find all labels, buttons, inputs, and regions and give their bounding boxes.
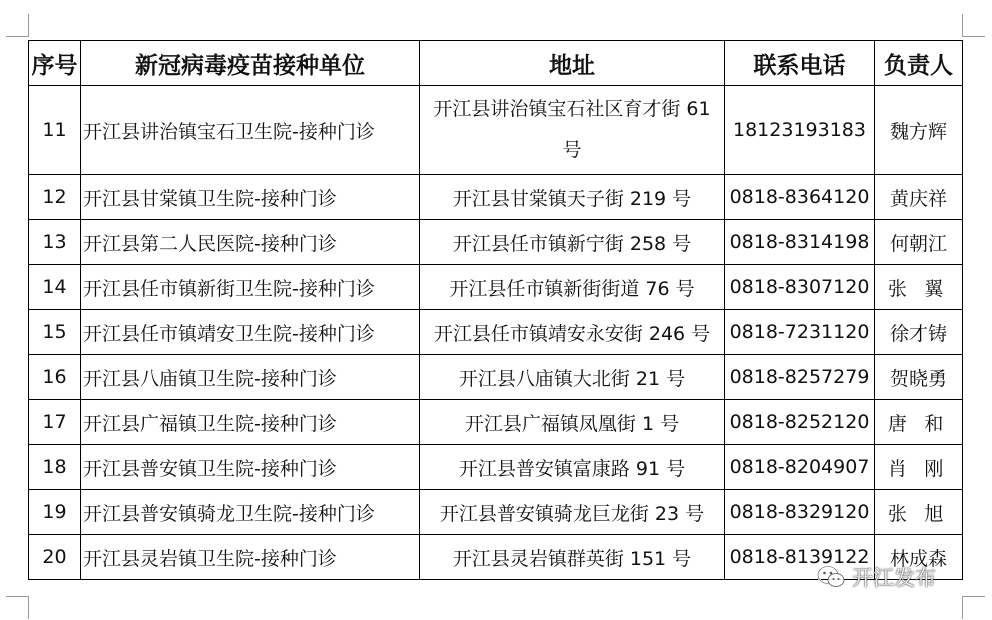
cell-address: 开江县灵岩镇群英街 151 号: [420, 535, 725, 580]
cell-address: 开江县讲治镇宝石社区育才街 61 号: [420, 86, 725, 175]
table-row: [29, 175, 963, 220]
cell-unit: 开江县普安镇卫生院-接种门诊: [81, 445, 420, 490]
cell-phone: 0818-8364120: [725, 175, 875, 220]
cell-phone: 0818-8307120: [725, 265, 875, 310]
cell-person: 肖 刚: [875, 445, 963, 490]
cell-number: 13: [29, 220, 81, 265]
cell-person: 黄庆祥: [875, 175, 963, 220]
cell-unit: 开江县任市镇靖安卫生院-接种门诊: [81, 310, 420, 355]
header-number: 序号: [29, 41, 81, 86]
cell-number: 12: [29, 175, 81, 220]
cell-phone: 18123193183: [725, 86, 875, 175]
cell-phone: 0818-8329120: [725, 490, 875, 535]
cell-number: 14: [29, 265, 81, 310]
table-row: [29, 310, 963, 355]
cell-number: 16: [29, 355, 81, 400]
header-address: 地址: [420, 41, 725, 86]
table-row: [29, 220, 963, 265]
cell-person: 林成森: [875, 535, 963, 580]
table-row: [29, 445, 963, 490]
page-corner-mark-bottom-left: [6, 596, 29, 619]
cell-phone: 0818-8204907: [725, 445, 875, 490]
cell-address: 开江县普安镇富康路 91 号: [420, 445, 725, 490]
cell-address: 开江县甘棠镇天子街 219 号: [420, 175, 725, 220]
table-row: [29, 490, 963, 535]
cell-number: 11: [29, 86, 81, 175]
cell-unit: 开江县甘棠镇卫生院-接种门诊: [81, 175, 420, 220]
page-corner-mark-top-right: [962, 14, 985, 37]
vaccination-sites-table: [28, 40, 963, 580]
header-person-in-charge: 负责人: [875, 41, 963, 86]
cell-person: 张 旭: [875, 490, 963, 535]
cell-number: 15: [29, 310, 81, 355]
cell-person: 贺晓勇: [875, 355, 963, 400]
wechat-account-watermark: [816, 560, 936, 594]
cell-person: 张 翼: [875, 265, 963, 310]
cell-phone: 0818-8314198: [725, 220, 875, 265]
cell-unit: 开江县广福镇卫生院-接种门诊: [81, 400, 420, 445]
table-row: [29, 86, 963, 175]
cell-phone: 0818-7231120: [725, 310, 875, 355]
cell-unit: 开江县任市镇新街卫生院-接种门诊: [81, 265, 420, 310]
cell-unit: 开江县讲治镇宝石卫生院-接种门诊: [81, 86, 420, 175]
cell-unit: 开江县灵岩镇卫生院-接种门诊: [81, 535, 420, 580]
cell-person: 唐 和: [875, 400, 963, 445]
cell-unit: 开江县普安镇骑龙卫生院-接种门诊: [81, 490, 420, 535]
cell-address: 开江县任市镇靖安永安街 246 号: [420, 310, 725, 355]
cell-address: 开江县任市镇新街街道 76 号: [420, 265, 725, 310]
cell-address: 开江县任市镇新宁街 258 号: [420, 220, 725, 265]
cell-address: 开江县广福镇凤凰街 1 号: [420, 400, 725, 445]
cell-phone: 0818-8252120: [725, 400, 875, 445]
cell-person: 魏方辉: [875, 86, 963, 175]
cell-unit: 开江县八庙镇卫生院-接种门诊: [81, 355, 420, 400]
cell-number: 20: [29, 535, 81, 580]
wechat-icon: [816, 564, 846, 590]
watermark-text: 开江发布: [852, 566, 936, 590]
table-row: [29, 400, 963, 445]
page-corner-mark-top-left: [6, 14, 29, 37]
cell-number: 17: [29, 400, 81, 445]
cell-unit: 开江县第二人民医院-接种门诊: [81, 220, 420, 265]
header-vaccination-unit: 新冠病毒疫苗接种单位: [81, 41, 420, 86]
page-corner-mark-bottom-right: [962, 596, 985, 619]
cell-phone: 0818-8257279: [725, 355, 875, 400]
cell-address: 开江县八庙镇大北街 21 号: [420, 355, 725, 400]
cell-number: 18: [29, 445, 81, 490]
table-row: [29, 265, 963, 310]
cell-phone: 0818-8139122: [725, 535, 875, 580]
table-row: [29, 355, 963, 400]
cell-person: 何朝江: [875, 220, 963, 265]
header-phone: 联系电话: [725, 41, 875, 86]
table-header-row: [29, 41, 963, 86]
cell-address: 开江县普安镇骑龙巨龙街 23 号: [420, 490, 725, 535]
cell-number: 19: [29, 490, 81, 535]
cell-person: 徐才铸: [875, 310, 963, 355]
